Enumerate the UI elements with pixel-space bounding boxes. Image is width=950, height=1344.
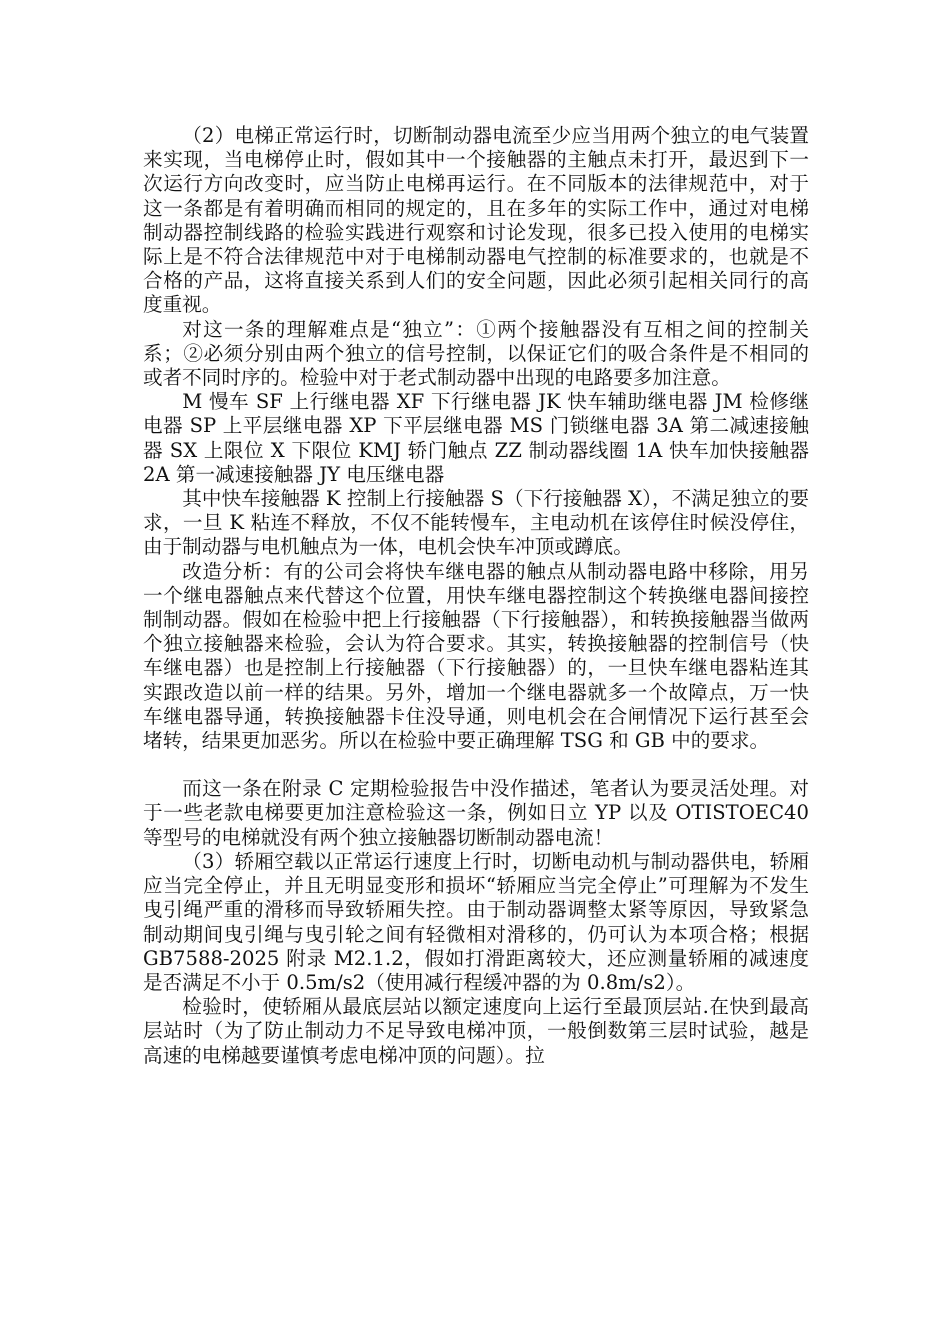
paragraph-appendix-c-note: 而这一条在附录 C 定期检验报告中没作描述，笔者认为要灵活处理。对于一些老款电梯要更加注意检验这一条，例如日立 YP 以及 OTISTOEC40 等型号的电梯就没有两个独立接触器切断制动器电流！ [143, 777, 809, 849]
paragraph-brake-power-cut: （2）电梯正常运行时，切断制动器电流至少应当用两个独立的电气装置来实现，当电梯停止时，假如其中一个接触器的主触点未打开，最迟到下一次运行方向改变时，应当防止电梯再运行。在不同版本的法律规范中，对于这一条都是有着明确而相同的规定的，且在多年的实际工作中，通过对电梯制动器控制线路的检验实践进行观察和讨论发现，很多已投入使用的电梯实际上是不符合法律规范中对于电梯制动器电气控制的标准要求的，也就是不合格的产品，这将直接关系到人们的安全问题，因此必须引起相关同行的高度重视。 [143, 124, 809, 317]
paragraph-retrofit-analysis: 改造分析：有的公司会将快车继电器的触点从制动器电路中移除，用另一个继电器触点来代替这个位置，用快车继电器控制这个转换继电器间接控制制动器。假如在检验中把上行接触器（下行接触器），和转换接触器当做两个独立接触器来检验，会认为符合要求。其实，转换接触器的控制信号（快车继电器）也是控制上行接触器（下行接触器）的，一旦快车继电器粘连其实跟改造以前一样的结果。另外，增加一个继电器就多一个故障点，万一快车继电器导通，转换接触器卡住没导通，则电机会在合闸情况下运行甚至会堵转，结果更加恶劣。所以在检验中要正确理解 TSG 和 GB 中的要求。 [143, 559, 809, 753]
paragraph-empty-car-test: （3）轿厢空载以正常运行速度上行时，切断电动机与制动器供电，轿厢应当完全停止，并且无明显变形和损坏“轿厢应当完全停止”可理解为不发生曳引绳严重的滑移而导致轿厢失控。由于制动器调整太紧等原因，导致紧急制动期间曳引绳与曳引轮之间有轻微相对滑移的，仍可认为本项合格；根据 GB7588-2025 附录 M2.1.2，假如打滑距离较大，还应测量轿厢的减速度是否满足不小于 0.5m/s2（使用减行程缓冲器的为 0.8m/s2）。 [143, 849, 809, 994]
body-text [143, 124, 809, 1068]
paragraph-component-legend: M 慢车 SF 上行继电器 XF 下行继电器 JK 快车辅助继电器 JM 检修继电器 SP 上平层继电器 XP 下平层继电器 MS 门锁继电器 3A 第二减速接触器 SX 上限位 X 下限位 KMJ 轿门触点 ZZ 制动器线圈 1A 快车加快接触器 2A 第一减速接触器 JY 电压继电器 [143, 390, 809, 486]
paragraph-fast-contactor-issue: 其中快车接触器 K 控制上行接触器 S（下行接触器 X），不满足独立的要求，一旦 K 粘连不释放，不仅不能转慢车，主电动机在该停住时候没停住，由于制动器与电机触点为一体，电机会快车冲顶或蹲底。 [143, 487, 809, 559]
paragraph-test-procedure: 检验时，使轿厢从最底层站以额定速度向上运行至最顶层站.在快到最高层站时（为了防止制动力不足导致电梯冲顶，一般倒数第三层时试验，越是高速的电梯越要谨慎考虑电梯冲顶的问题）。拉 [143, 995, 809, 1067]
paragraph-independence-difficulty: 对这一条的理解难点是“独立”：①两个接触器没有互相之间的控制关系；②必须分别由两个独立的信号控制，以保证它们的吸合条件是不相同的或者不同时序的。检验中对于老式制动器中出现的电路要多加注意。 [143, 317, 809, 390]
